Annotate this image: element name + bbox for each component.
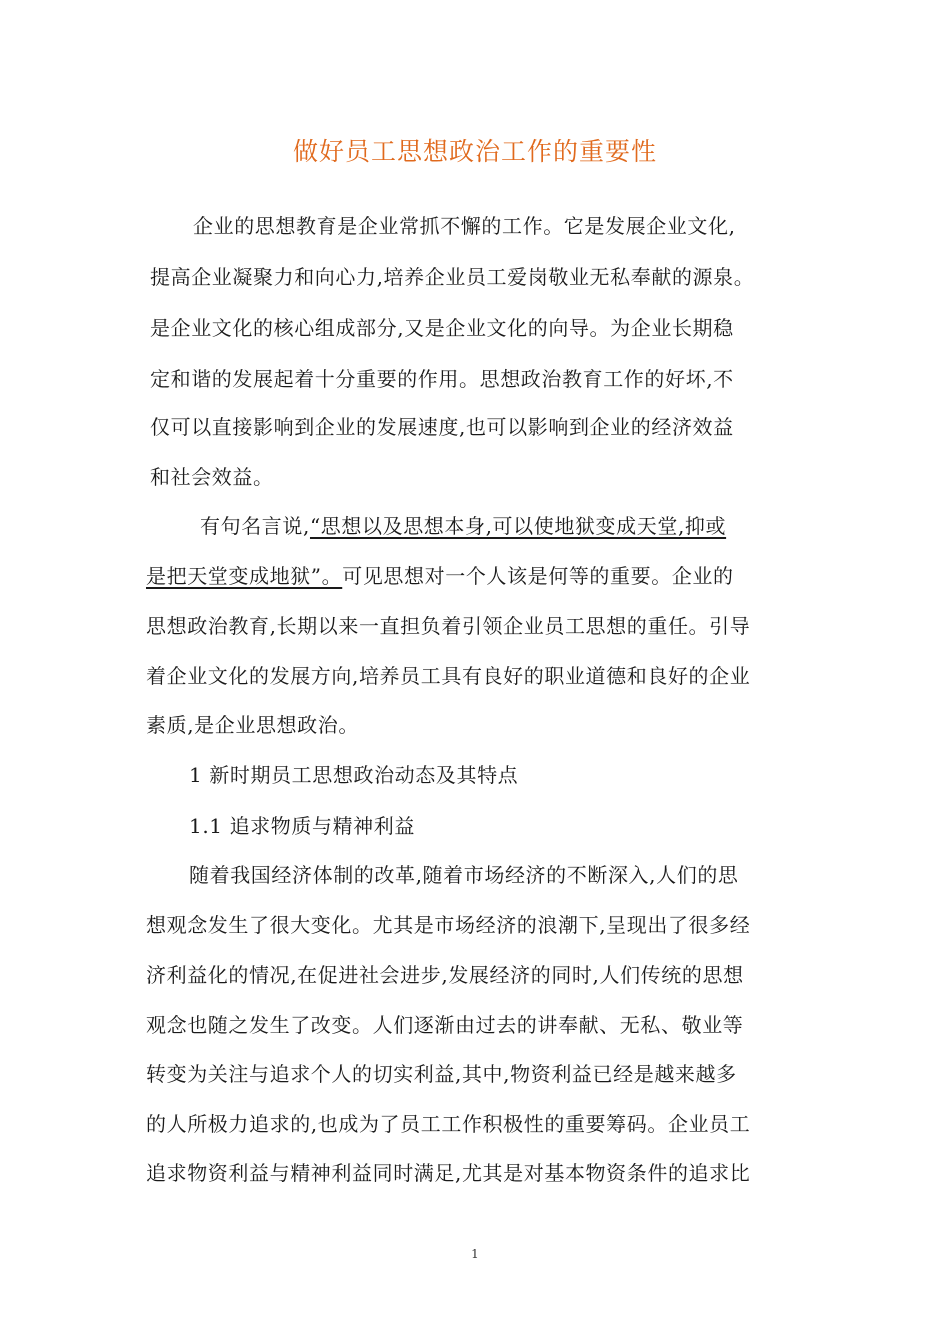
section-heading: 1 新时期员工思想政治动态及其特点: [189, 763, 519, 787]
paragraph-line: 定和谐的发展起着十分重要的作用。思想政治教育工作的好坏,不: [150, 367, 734, 391]
quote-intro: 有句名言说,: [200, 514, 310, 538]
paragraph-line: 着企业文化的发展方向,培养员工具有良好的职业道德和良好的企业: [146, 664, 751, 688]
paragraph-line: 想观念发生了很大变化。尤其是市场经济的浪潮下,呈现出了很多经: [146, 913, 751, 937]
page-number: 1: [471, 1247, 479, 1261]
paragraph-text: 可见思想对一个人该是何等的重要。企业的: [342, 564, 734, 588]
paragraph-line: 企业的思想教育是企业常抓不懈的工作。它是发展企业文化,: [193, 214, 736, 238]
paragraph-line: [146, 563, 734, 589]
paragraph-line: 素质,是企业思想政治。: [146, 713, 359, 737]
paragraph-line: 是企业文化的核心组成部分,又是企业文化的向导。为企业长期稳: [150, 316, 734, 340]
paragraph-line: 追求物资利益与精神利益同时满足,尤其是对基本物资条件的追求比: [146, 1161, 751, 1185]
paragraph-line: [200, 513, 726, 539]
underlined-quote: 是把天堂变成地狱”。: [146, 564, 343, 588]
paragraph-line: 观念也随之发生了改变。人们逐渐由过去的讲奉献、无私、敬业等: [146, 1013, 744, 1037]
underlined-quote: “思想以及思想本身,可以使地狱变成天堂,抑或: [309, 514, 727, 538]
paragraph-line: 和社会效益。: [150, 465, 274, 489]
subsection-heading: 1.1 追求物质与精神利益: [189, 814, 415, 838]
paragraph-line: 思想政治教育,长期以来一直担负着引领企业员工思想的重任。引导: [146, 614, 751, 638]
document-title: 做好员工思想政治工作的重要性: [292, 137, 657, 166]
paragraph-line: 的人所极力追求的,也成为了员工工作积极性的重要筹码。企业员工: [146, 1112, 751, 1136]
paragraph-line: 仅可以直接影响到企业的发展速度,也可以影响到企业的经济效益: [150, 415, 734, 439]
paragraph-line: 随着我国经济体制的改革,随着市场经济的不断深入,人们的思: [189, 863, 739, 887]
paragraph-line: 济利益化的情况,在促进社会进步,发展经济的同时,人们传统的思想: [146, 963, 744, 987]
paragraph-line: 提高企业凝聚力和向心力,培养企业员工爱岗敬业无私奉献的源泉。: [150, 265, 755, 289]
paragraph-line: 转变为关注与追求个人的切实利益,其中,物资利益已经是越来越多: [146, 1062, 737, 1086]
